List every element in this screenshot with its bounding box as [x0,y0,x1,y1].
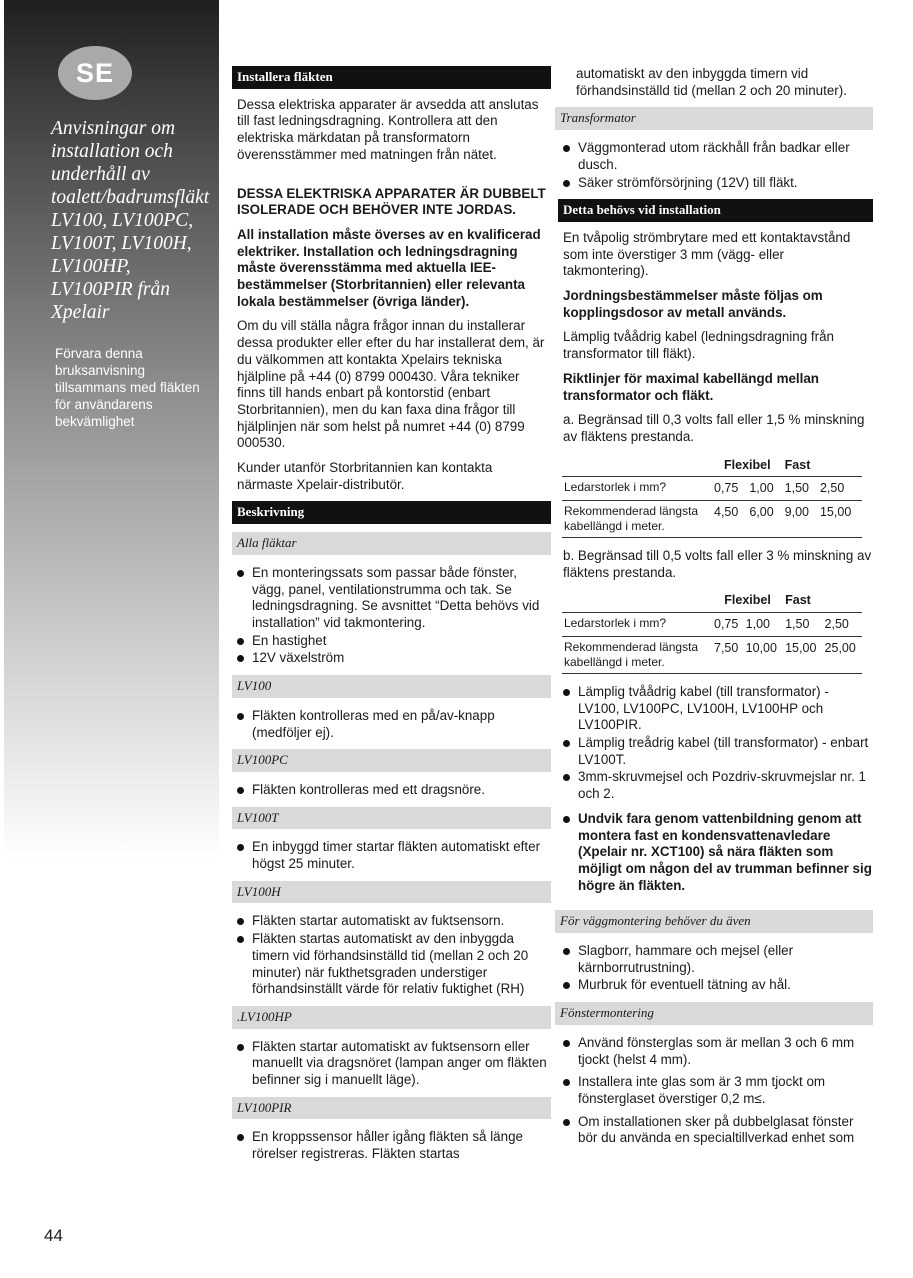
table-caption: b. Begränsad till 0,5 volts fall eller 3 % minskning av fläktens prestanda. [563,548,872,580]
list-item: 3mm-skruvmejsel och Pozdriv-skruvmejslar nr. 1 och 2. [558,769,873,802]
table-cell: 1,50 [783,613,822,637]
list-item: En hastighet [232,633,551,650]
bullet-list [558,1035,873,1147]
table-cell: 15,00 [783,636,822,673]
paragraph: Lämplig tvåådrig kabel (ledningsdragning från transformator till fläkt). [563,329,834,362]
paragraph-bold: Jordningsbestämmelser måste följas om kopplingsdosor av metall används. [563,288,823,320]
table-cell: 10,00 [744,636,783,673]
list-item: Om installationen sker på dubbelglasat fönster bör du använda en specialtillverkad enhet som [558,1114,873,1147]
subheader-transformer: Transformator [555,107,873,130]
paragraph-bold: All installation måste överses av en kvalificerad elektriker. Installation och ledningsdragning måste överensstämma med aktuella IEE-bestämmelser (Storbritannien) eller relevanta lokala bestämmelser (övriga länder). [237,226,541,309]
row-label: Rekommenderad längsta kabellängd i meter. [562,501,712,538]
row-label: Rekommenderad längsta kabellängd i meter. [562,636,712,673]
list-item: En inbyggd timer startar fläkten automatiskt efter högst 25 minuter. [232,839,551,872]
column-header-fixed: Fast [785,593,811,608]
table-cell: 1,00 [747,477,782,501]
warning-item: Undvik fara genom vattenbildning genom att montera fast en kondensvattenavledare (Xpelair nr. XCT100) så nära fläkten som möjligt om någon del av trumman befinner sig högre än fläkten. [558,811,873,895]
section-header-install: Installera fläkten [232,66,551,89]
bullet-list [232,782,551,799]
column-header-fixed: Fast [784,457,811,472]
paragraph: Kunder utanför Storbritannien kan kontakta närmaste Xpelair-distributör. [237,460,493,492]
paragraph: Om du vill ställa några frågor innan du installerar dessa produkter eller efter du har installerat dem, är du välkommen att kontakta Xpelairs tekniska hjälpline på +44 (0) 8799 000430. Våra tekniker finns till hands enbart på kontorstid (enbart Storbritannien), men du kan faxa dina frågor till hjälplinjen när som helst på numret +44 (0) 8799 000530. [237,318,545,451]
table-caption: a. Begränsad till 0,3 volts fall eller 1,5 % minskning av fläktens prestanda. [563,412,865,444]
paragraph-continued: automatiskt av den inbyggda timern vid förhandsinställd tid (mellan 2 och 20 minuter). [576,66,847,98]
table-cell: 0,75 [712,613,744,637]
row-label: Ledarstorlek i mm? [562,477,712,501]
bullet-list [232,913,551,998]
table-cell: 7,50 [712,636,744,673]
bullet-list-warning [558,811,873,895]
list-item: Murbruk för eventuell tätning av hål. [558,977,873,994]
table-cell: 2,50 [818,477,862,501]
column-right [558,66,873,1155]
bullet-list [558,140,873,191]
bullet-list [232,1129,551,1162]
bullet-list [558,684,873,803]
list-item: Fläkten kontrolleras med ett dragsnöre. [232,782,551,799]
paragraph: En tvåpolig strömbrytare med ett kontaktavstånd som inte överstiger 3 mm (vägg- eller takmontering). [563,229,851,279]
table-cell: 2,50 [823,613,862,637]
cable-length-table-b [562,589,862,673]
table-cell: 15,00 [818,501,862,538]
table-cell: 25,00 [823,636,862,673]
list-item: Använd fönsterglas som är mellan 3 och 6 mm tjockt (helst 4 mm). [558,1035,873,1068]
list-item: Säker strömförsörjning (12V) till fläkt. [558,175,873,192]
row-label: Ledarstorlek i mm? [562,613,712,637]
section-header-description: Beskrivning [232,501,551,524]
section-header-needs: Detta behövs vid installation [558,199,873,222]
list-item: Väggmonterad utom räckhåll från badkar eller dusch. [558,140,873,173]
column-left [232,66,551,1171]
list-item: Fläkten startar automatiskt av fuktsensorn eller manuellt via dragsnöret (lampan anger om fläkten befinner sig i manuellt läge). [232,1039,551,1089]
table-cell: 0,75 [712,477,747,501]
column-header-flexible: Flexibel [724,457,771,472]
list-item: 12V växelström [232,650,551,667]
page-number: 44 [44,1226,63,1245]
table-cell: 9,00 [783,501,818,538]
list-item: Lämplig treådrig kabel (till transformator) - enbart LV100T. [558,735,873,768]
table-cell: 4,50 [712,501,747,538]
column-header-flexible: Flexibel [724,593,771,608]
list-item: Lämplig tvåådrig kabel (till transformator) - LV100, LV100PC, LV100H, LV100HP och LV100PIR. [558,684,873,734]
subheader-lv100pc: LV100PC [232,749,551,772]
table-cell: 1,50 [783,477,818,501]
list-item: Fläkten startas automatiskt av den inbyggda timern vid förhandsinställd tid (mellan 2 och 20 minuter) när fukthetsgraden understiger förhandsinställt värde för relativ fuktighet (RH) [232,931,551,998]
list-item: Slagborr, hammare och mejsel (eller kärnborrutrustning). [558,943,873,976]
document-title: Anvisningar om installation och underhåll av toalett/badrumsfläkt LV100, LV100PC, LV100T, LV100H, LV100HP, LV100PIR från Xpelair [51,118,210,323]
table-cell: 1,00 [744,613,783,637]
subheader-lv100pir: LV100PIR [232,1097,551,1120]
sidebar-note: Förvara denna bruksanvisning tillsammans med fläkten för användarens bekvämlighet [55,346,200,429]
subheader-lv100h: LV100H [232,881,551,904]
list-item: Fläkten startar automatiskt av fuktsensorn. [232,913,551,930]
paragraph-bold: Riktlinjer för maximal kabellängd mellan transformator och fläkt. [563,370,819,403]
bullet-list [232,708,551,741]
list-item: En kroppssensor håller igång fläkten så länge rörelser registreras. Fläkten startas [232,1129,551,1162]
list-item: En monteringssats som passar både fönster, vägg, panel, ventilationstrumma och tak. Se ledningsdragning. Se avsnittet “Detta behövs vid installation” vid takmontering. [232,565,551,632]
paragraph-bold: DESSA ELEKTRISKA APPARATER ÄR DUBBELT ISOLERADE OCH BEHÖVER INTE JORDAS. [237,185,546,218]
cable-length-table-a [562,454,862,538]
list-item: Fläkten kontrolleras med en på/av-knapp (medföljer ej). [232,708,551,741]
subheader-all-fans: Alla fläktar [232,532,551,555]
language-badge: SE [58,46,132,100]
bullet-list [558,943,873,994]
list-item: Installera inte glas som är 3 mm tjockt om fönsterglaset överstiger 0,2 m≤. [558,1074,873,1107]
subheader-lv100hp: .LV100HP [232,1006,551,1029]
subheader-lv100t: LV100T [232,807,551,830]
bullet-list [232,565,551,667]
paragraph: Dessa elektriska apparater är avsedda att anslutas till fast ledningsdragning. Kontrollera att den elektriska märkdatan på transformatorn överensstämmer med matningen från nätet. [237,96,539,162]
subheader-wall-mounting: För väggmontering behöver du även [555,910,873,933]
table-cell: 6,00 [747,501,782,538]
subheader-window-mounting: Fönstermontering [555,1002,873,1025]
bullet-list [232,1039,551,1089]
bullet-list [232,839,551,872]
subheader-lv100: LV100 [232,675,551,698]
